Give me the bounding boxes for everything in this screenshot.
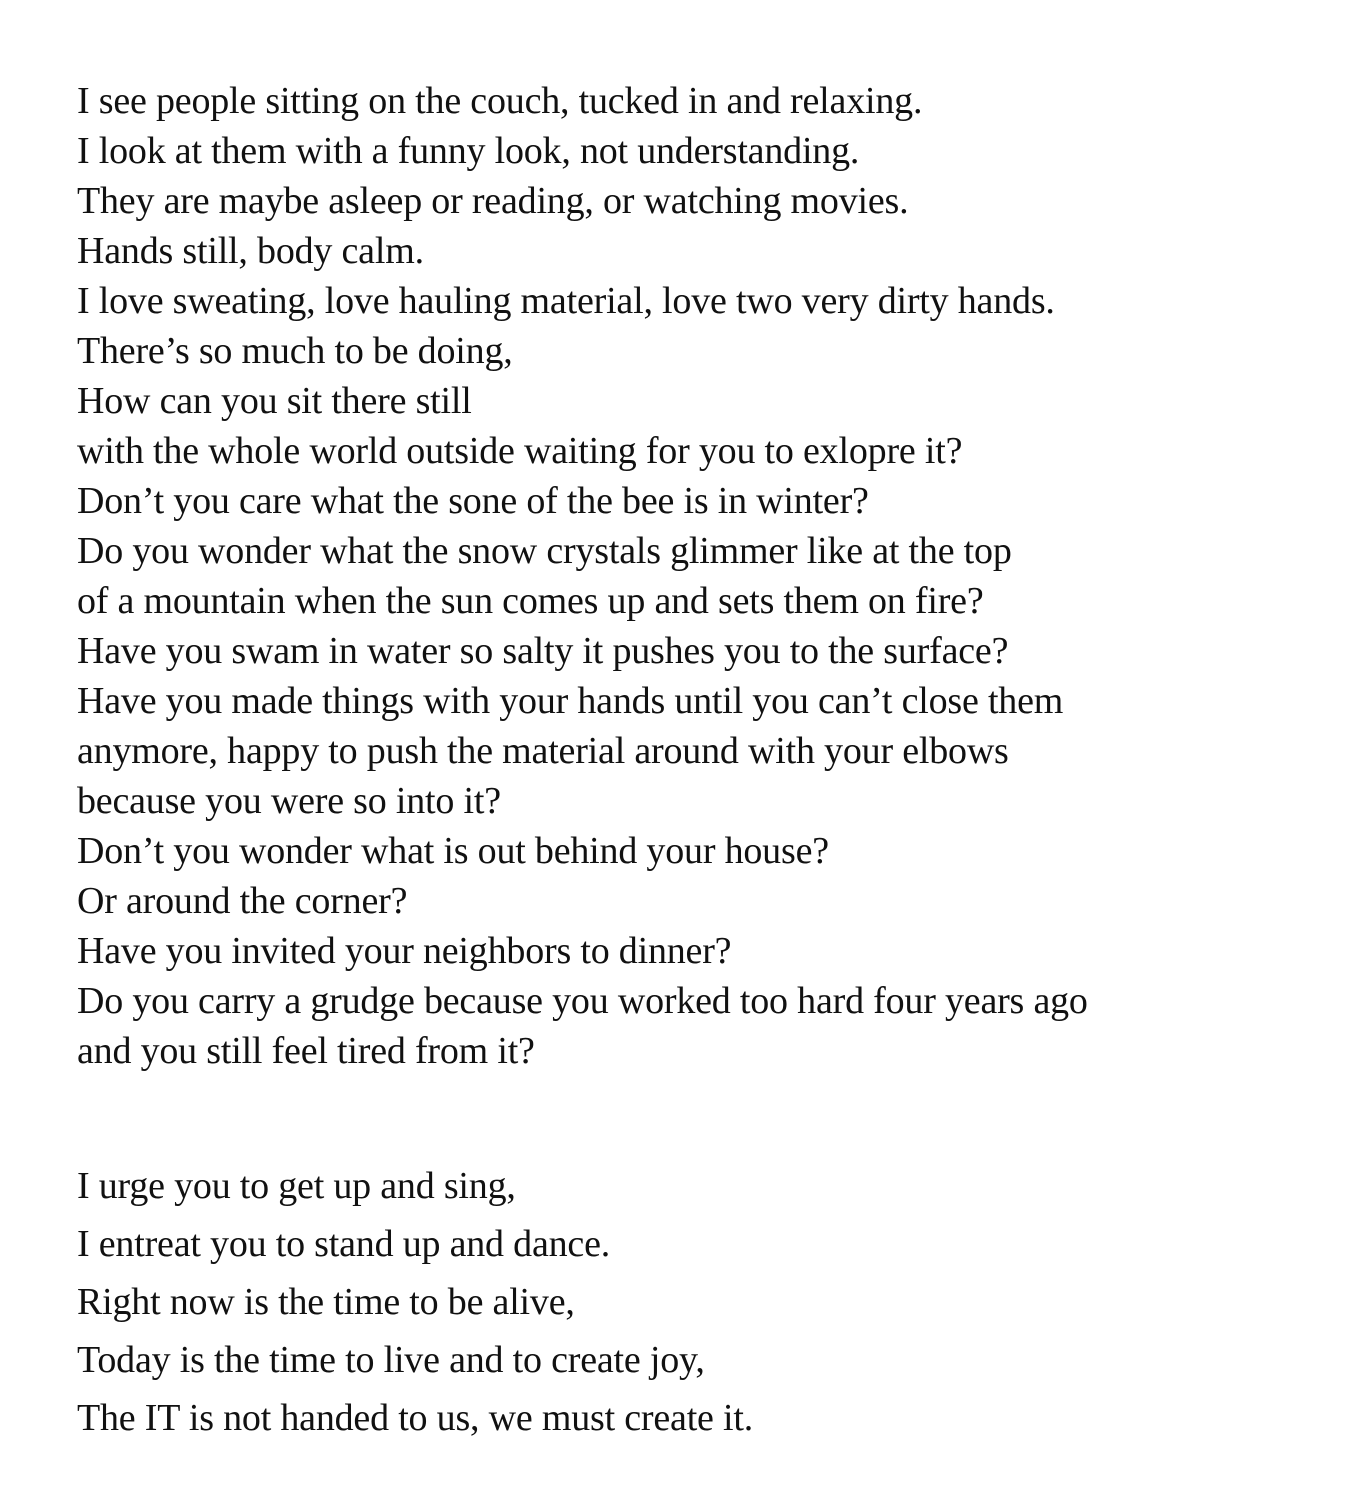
poem-line: Do you carry a grudge because you worked too hard four years ago bbox=[77, 980, 1088, 1022]
poem-line: Have you swam in water so salty it pushes you to the surface? bbox=[77, 630, 1009, 672]
poem-line: and you still feel tired from it? bbox=[77, 1030, 535, 1072]
poem-line: Do you wonder what the snow crystals glimmer like at the top bbox=[77, 530, 1012, 572]
poem-line: I love sweating, love hauling material, love two very dirty hands. bbox=[77, 280, 1055, 322]
poem-line: of a mountain when the sun comes up and sets them on fire? bbox=[77, 580, 984, 622]
poem-line: I urge you to get up and sing, bbox=[77, 1165, 516, 1207]
stanza-1 bbox=[77, 76, 1347, 1076]
poem-line: Don’t you care what the sone of the bee is in winter? bbox=[77, 480, 869, 522]
poem-line: because you were so into it? bbox=[77, 780, 501, 822]
poem-line: Or around the corner? bbox=[77, 880, 408, 922]
poem-line: with the whole world outside waiting for you to exlopre it? bbox=[77, 430, 963, 472]
poem-line: Right now is the time to be alive, bbox=[77, 1281, 575, 1323]
poem-line: I see people sitting on the couch, tucked in and relaxing. bbox=[77, 80, 923, 122]
poem-line: Today is the time to live and to create joy, bbox=[77, 1339, 705, 1381]
poem-line: Hands still, body calm. bbox=[77, 230, 424, 272]
poem-line: I look at them with a funny look, not understanding. bbox=[77, 130, 860, 172]
poem-line: Have you invited your neighbors to dinner? bbox=[77, 930, 732, 972]
stanza-2 bbox=[77, 1157, 1347, 1447]
poem-line: There’s so much to be doing, bbox=[77, 330, 513, 372]
poem-line: How can you sit there still bbox=[77, 380, 472, 422]
poem-line: Have you made things with your hands until you can’t close them bbox=[77, 680, 1064, 722]
poem-line: anymore, happy to push the material around with your elbows bbox=[77, 730, 1009, 772]
poem-line: They are maybe asleep or reading, or watching movies. bbox=[77, 180, 909, 222]
poem-line: I entreat you to stand up and dance. bbox=[77, 1223, 611, 1265]
poem-line: Don’t you wonder what is out behind your house? bbox=[77, 830, 829, 872]
poem-line: The IT is not handed to us, we must create it. bbox=[77, 1397, 754, 1439]
